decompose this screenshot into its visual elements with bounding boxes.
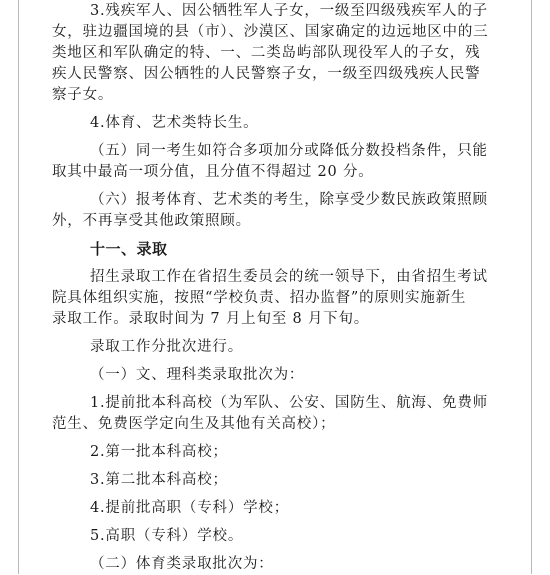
text-line: 招生录取工作在省招生委员会的统一领导下，由省招生考试	[90, 269, 488, 285]
text-line: 院具体组织实施，按照“学校负责、招办监督”的原则实施新生	[52, 290, 467, 306]
text-line: 疾人民警察、因公牺牲的人民警察子女，一级至四级残疾人民警	[52, 66, 481, 82]
text-line: 3.第二批本科高校；	[90, 472, 228, 488]
text-line: 女，驻边疆国境的县（市）、沙漠区、国家确定的边远地区中的三	[52, 24, 489, 40]
paragraph-gap	[52, 386, 508, 393]
paragraph-gap	[52, 183, 508, 190]
section-heading: 十一、录取	[90, 240, 168, 258]
text-line: 2.第一批本科高校；	[90, 444, 228, 460]
paragraph-gap	[52, 134, 508, 141]
text-line: 4.体育、艺术类特长生。	[90, 115, 259, 131]
paragraph-gap	[52, 519, 508, 526]
paragraph-gap	[52, 106, 508, 113]
page-right-border	[531, 0, 532, 574]
text-line: 3.残疾军人、因公牺牲军人子女，一级至四级残疾军人的子	[90, 3, 488, 19]
text-line: 4.提前批高职（专科）学校；	[90, 500, 290, 516]
paragraph-gap	[52, 358, 508, 365]
text-line: 范生、免费医学定向生及其他有关高校）；	[52, 416, 336, 432]
text-line: （二）体育类录取批次为：	[90, 556, 274, 572]
text-line: 取其中最高一项分值，且分值不得超过 20 分。	[52, 164, 374, 180]
text-line: 察子女。	[52, 87, 114, 103]
paragraph-gap	[52, 491, 508, 498]
text-line: 1.提前批本科高校（为军队、公安、国防生、航海、免费师	[90, 395, 488, 411]
paragraph-gap	[52, 435, 508, 442]
paragraph-gap	[52, 260, 508, 267]
paragraph-gap	[52, 330, 508, 337]
paragraph-gap	[52, 463, 508, 470]
text-line: 外，不再享受其他政策照顾。	[52, 213, 251, 229]
page-left-border	[18, 0, 19, 574]
text-line: 类地区和军队确定的特、一、二类岛屿部队现役军人的子女，残	[52, 45, 481, 61]
text-line: 录取工作分批次进行。	[90, 339, 243, 355]
document-body	[52, 1, 508, 575]
text-line: （五）同一考生如符合多项加分或降低分数投档条件，只能	[90, 143, 488, 159]
text-line: （六）报考体育、艺术类的考生，除享受少数民族政策照顾	[90, 192, 488, 208]
paragraph-gap	[52, 232, 508, 239]
text-line: 5.高职（专科）学校。	[90, 528, 244, 544]
paragraph-gap	[52, 547, 508, 554]
text-line: （一）文、理科类录取批次为：	[90, 367, 305, 383]
text-line: 录取工作。录取时间为 7 月上旬至 8 月下旬。	[52, 311, 370, 327]
